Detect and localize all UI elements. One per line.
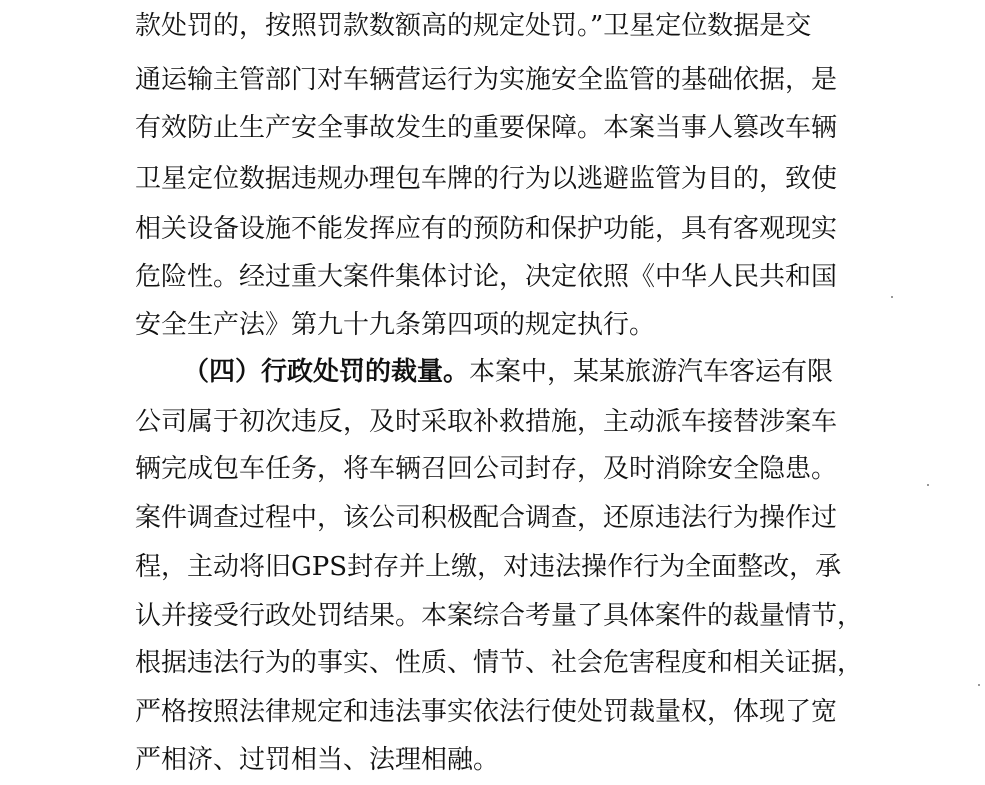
section-line-8: 严相济、过罚相当、法理相融。 xyxy=(135,745,500,775)
section-first-line xyxy=(183,352,855,392)
text-line-6: 危险性。经过重大案件集体讨论，决定依照《中华人民共和国 xyxy=(135,262,838,292)
section-line-4: 程，主动将旧GPS封存并上缴，对违法操作行为全面整改，承 xyxy=(135,552,842,582)
text-line-7: 安全生产法》第九十九条第四项的规定执行。 xyxy=(135,310,656,340)
section-first-line-text: 本案中，某某旅游汽车客运有限 xyxy=(469,357,834,387)
text-line-4: 卫星定位数据违规办理包车牌的行为以逃避监管为目的，致使 xyxy=(135,164,838,194)
text-line-2: 通运输主管部门对车辆营运行为实施安全监管的基础依据，是 xyxy=(135,65,838,95)
section-line-5: 认并接受行政处罚结果。本案综合考量了具体案件的裁量情节， xyxy=(135,601,864,631)
scan-speck xyxy=(927,484,929,486)
section-line-3: 案件调查过程中，该公司积极配合调查，还原违法行为操作过 xyxy=(135,503,838,533)
scan-speck xyxy=(978,684,980,686)
section-line-6: 根据违法行为的事实、性质、情节、社会危害程度和相关证据， xyxy=(135,648,864,678)
section-line-2: 辆完成包车任务，将车辆召回公司封存，及时消除安全隐患。 xyxy=(135,454,838,484)
section-line-1: 公司属于初次违反，及时采取补救措施，主动派车接替涉案车 xyxy=(135,407,838,437)
text-line-3: 有效防止生产安全事故发生的重要保障。本案当事人篡改车辆 xyxy=(135,113,838,143)
text-line-1: 款处罚的，按照罚款数额高的规定处罚。”卫星定位数据是交 xyxy=(135,11,812,41)
text-line-5: 相关设备设施不能发挥应有的预防和保护功能，具有客观现实 xyxy=(135,214,838,244)
scan-speck xyxy=(891,296,893,298)
section-line-7: 严格按照法律规定和违法事实依法行使处罚裁量权，体现了宽 xyxy=(135,697,838,727)
section-heading: （四）行政处罚的裁量。 xyxy=(183,357,470,387)
